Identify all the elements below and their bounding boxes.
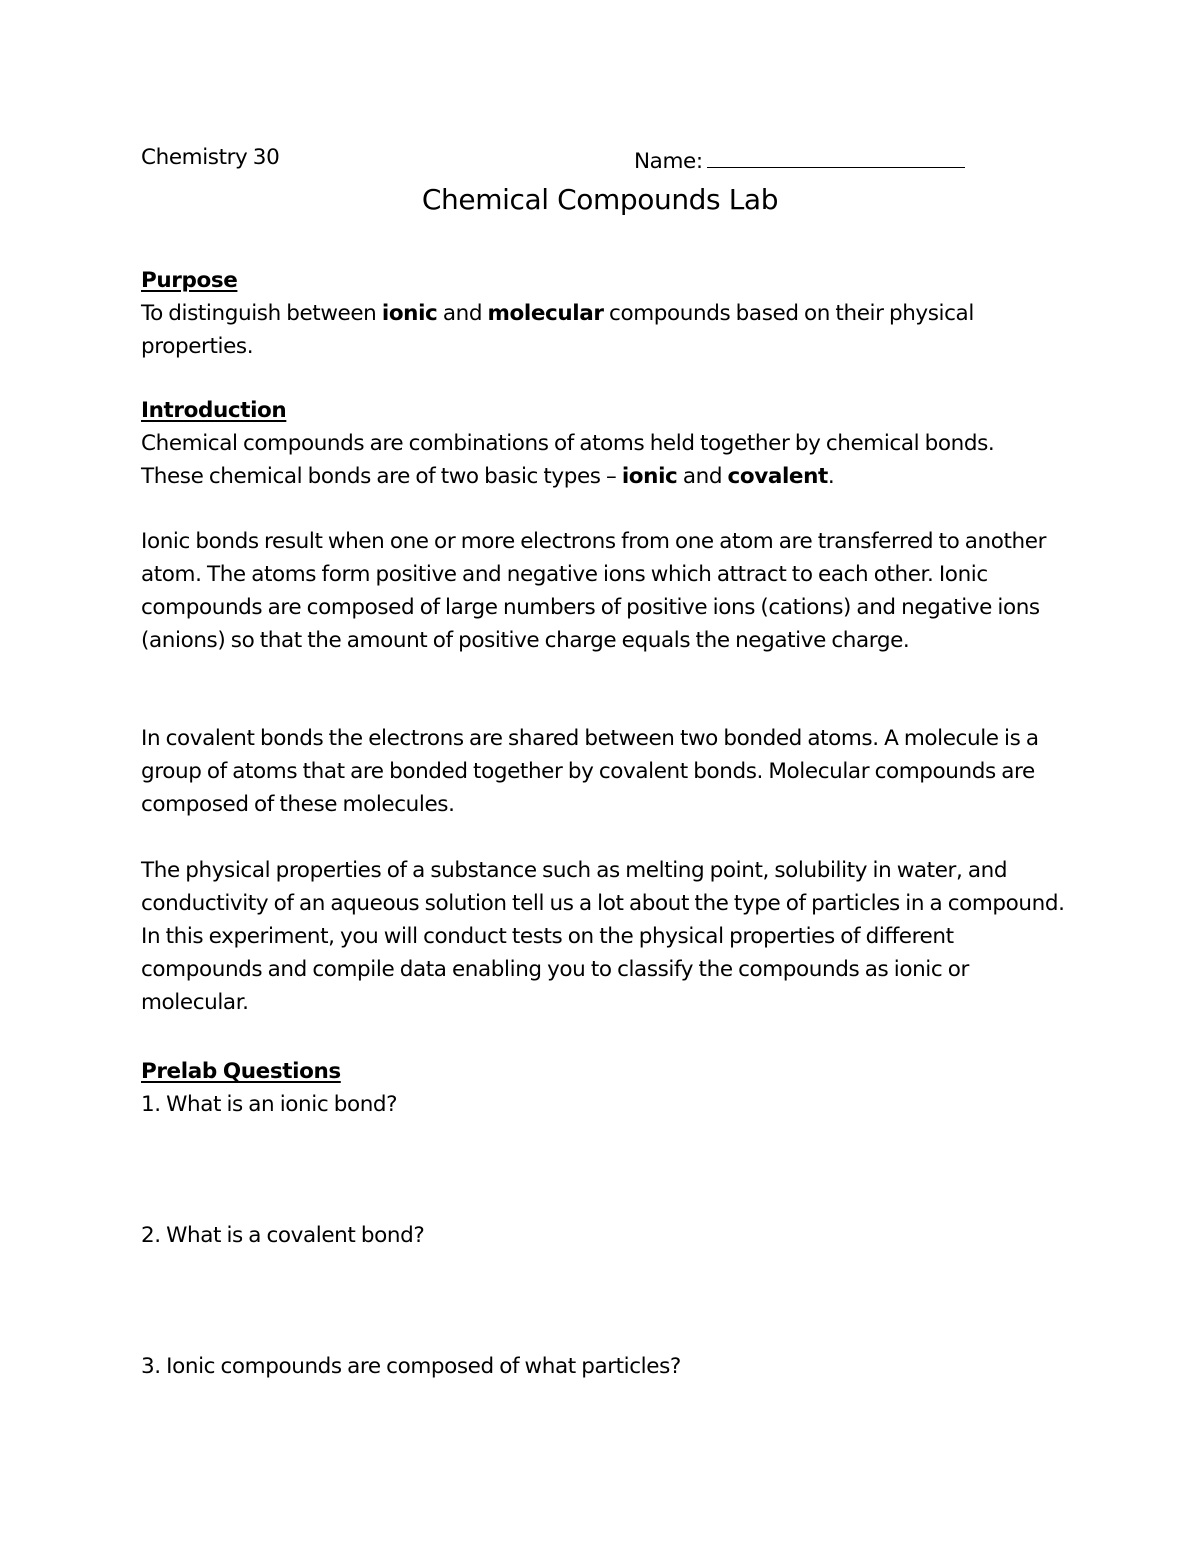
name-blank-line[interactable]: [707, 141, 965, 168]
purpose-text: To distinguish between ionic and molecular compounds based on their physical properties.: [141, 301, 974, 359]
introduction-heading: Introduction: [141, 398, 287, 423]
page-title: Chemical Compounds Lab: [421, 183, 779, 216]
purpose-section: [141, 264, 1071, 363]
prelab-question-3: 3. Ionic compounds are composed of what particles?: [141, 1354, 681, 1379]
prelab-question-1: 1. What is an ionic bond?: [141, 1092, 398, 1117]
intro-paragraph-2: Ionic bonds result when one or more electrons from one atom are transferred to another atom. The atoms form positive and negative ions which attract to each other. Ionic compounds are composed of large numbers of positive ions (cations) and negative ions (anions) so that the amount of positive charge equals the negative charge.: [141, 529, 1047, 653]
course-label: Chemistry 30: [141, 145, 280, 170]
purpose-heading: Purpose: [141, 268, 238, 293]
intro-paragraph-1: Chemical compounds are combinations of atoms held together by chemical bonds. These chemical bonds are of two basic types – ionic and covalent.: [141, 431, 995, 489]
introduction-section: [141, 394, 1071, 493]
name-field: [634, 141, 965, 178]
intro-p1-line1: Chemical compounds are combinations of atoms held together by chemical bonds.: [141, 431, 995, 456]
intro-paragraph-3: In covalent bonds the electrons are shared between two bonded atoms. A molecule is a group of atoms that are bonded together by covalent bonds. Molecular compounds are composed of these molecules.: [141, 726, 1039, 817]
name-label: Name:: [634, 149, 703, 174]
prelab-question-2: 2. What is a covalent bond?: [141, 1223, 425, 1248]
intro-paragraph-4: The physical properties of a substance such as melting point, solubility in water, and conductivity of an aqueous solution tell us a lot about the type of particles in a compound. In this experiment, you will conduct tests on the physical properties of different compounds and compile data enabling you to classify the compounds as ionic or molecular.: [141, 858, 1065, 1015]
prelab-heading: Prelab Questions: [141, 1059, 341, 1084]
